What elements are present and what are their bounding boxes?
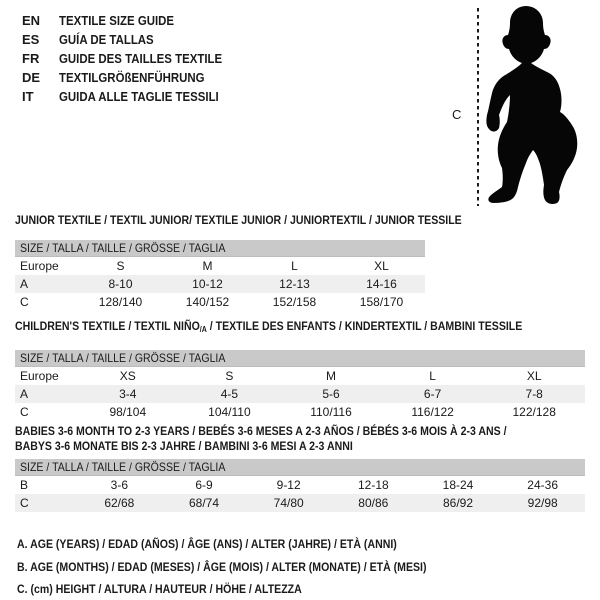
guide-title: GUIDE DES TAILLES TEXTILE bbox=[59, 51, 223, 66]
cell: 3-4 bbox=[119, 387, 137, 401]
cell: 116/122 bbox=[411, 405, 454, 419]
cell: 92/98 bbox=[527, 496, 558, 510]
table-row bbox=[15, 293, 425, 311]
cell: S bbox=[225, 369, 234, 383]
cell: 24-36 bbox=[527, 478, 558, 492]
cell: 14-16 bbox=[366, 277, 397, 291]
language-code: IT bbox=[22, 89, 34, 104]
cell: 152/158 bbox=[272, 295, 317, 309]
table-title-line1: BABIES 3-6 MONTH TO 2-3 YEARS / BEBÉS 3-6 MESES A 2-3 AÑOS / BÉBÉS 3-6 MOIS À 2-3 ANS / bbox=[15, 424, 507, 438]
table-title: CHILDREN'S TEXTILE / TEXTIL $NIÑO_{/A}$ / TEXTILE DES ENFANTS / KINDERTEXTIL / BAMBINI TESSILE bbox=[15, 319, 523, 334]
cell: 80/86 bbox=[358, 496, 389, 510]
cell: 74/80 bbox=[273, 496, 304, 510]
legend-footnotes bbox=[17, 533, 482, 600]
cell: XS bbox=[119, 369, 136, 383]
guide-title: GUIDA ALLE TAGLIE TESSILI bbox=[59, 89, 219, 104]
size-header-row: SIZE / TALLA / TAILLE / GRÖSSE / TAGLIA bbox=[15, 459, 585, 476]
cell: 86/92 bbox=[442, 496, 473, 510]
cell: M bbox=[202, 259, 213, 273]
cell: 18-24 bbox=[442, 478, 474, 492]
table-row bbox=[15, 403, 585, 421]
table-row bbox=[15, 494, 585, 512]
cell: 6-9 bbox=[195, 478, 213, 492]
cell: 158/170 bbox=[359, 295, 404, 309]
row-label: C bbox=[20, 295, 29, 309]
size-header-row: SIZE / TALLA / TAILLE / GRÖSSE / TAGLIA bbox=[15, 240, 425, 257]
size-header-row: SIZE / TALLA / TAILLE / GRÖSSE / TAGLIA bbox=[15, 350, 585, 367]
cell: 122/128 bbox=[512, 405, 556, 419]
table-row bbox=[15, 476, 585, 494]
language-row bbox=[22, 49, 244, 68]
row-label: Europe bbox=[20, 259, 59, 273]
table-title-line2: BABYS 3-6 MONATE BIS 2-3 JAHRE / BAMBINI 3-6 MESI A 2-3 ANNI bbox=[15, 439, 353, 453]
language-row bbox=[22, 11, 244, 30]
cell: M bbox=[325, 369, 336, 383]
language-code: DE bbox=[22, 70, 41, 85]
cell: L bbox=[291, 259, 298, 273]
table-row bbox=[15, 257, 425, 275]
footnote-a: A. AGE (YEARS) / EDAD (AÑOS) / ÂGE (ANS) / ALTER (JAHRE) / ETÀ (ANNI) bbox=[17, 537, 397, 551]
cell: 5-6 bbox=[322, 387, 340, 401]
junior-size-table bbox=[15, 213, 462, 311]
footnote-b: B. AGE (MONTHS) / EDAD (MESES) / ÂGE (MOIS) / ALTER (MONATE) / ETÀ (MESI) bbox=[17, 559, 427, 574]
cell: 104/110 bbox=[208, 405, 251, 419]
table-row bbox=[15, 385, 585, 403]
cell: 98/104 bbox=[109, 405, 147, 419]
language-code: EN bbox=[22, 13, 41, 28]
language-row bbox=[22, 30, 244, 49]
cell: S bbox=[116, 259, 125, 273]
cell: XL bbox=[526, 369, 542, 383]
row-label: C bbox=[20, 496, 29, 510]
cell: 4-5 bbox=[220, 387, 239, 401]
cell: 12-18 bbox=[357, 478, 389, 492]
row-label: C bbox=[20, 405, 29, 419]
subscript: /A bbox=[199, 325, 207, 334]
cell: 68/74 bbox=[188, 496, 219, 510]
cell: 10-12 bbox=[192, 277, 223, 291]
height-measure-label: C bbox=[452, 107, 462, 122]
table-row bbox=[15, 275, 425, 293]
cell: 62/68 bbox=[104, 496, 135, 510]
language-code: FR bbox=[22, 51, 40, 66]
babies-size-table bbox=[15, 424, 585, 512]
cell: 128/140 bbox=[98, 295, 143, 309]
language-row bbox=[22, 68, 244, 87]
cell: 3-6 bbox=[110, 478, 128, 492]
row-label: B bbox=[20, 478, 29, 492]
table-title: JUNIOR TEXTILE / TEXTIL JUNIOR/ TEXTILE JUNIOR / JUNIORTEXTIL / JUNIOR TESSILE bbox=[15, 213, 462, 227]
cell: XL bbox=[374, 259, 389, 273]
language-code: ES bbox=[22, 32, 40, 47]
row-label: A bbox=[20, 387, 29, 401]
cell: L bbox=[429, 369, 436, 383]
row-label: Europe bbox=[20, 369, 59, 383]
language-row bbox=[22, 87, 244, 106]
row-label: A bbox=[20, 277, 29, 291]
cell: 110/116 bbox=[310, 405, 352, 419]
cell: 9-12 bbox=[276, 478, 301, 492]
guide-title: TEXTILGRÖßENFÜHRUNG bbox=[59, 70, 205, 85]
cell: 12-13 bbox=[279, 277, 310, 291]
toddler-silhouette-icon bbox=[486, 6, 583, 208]
cell: 140/152 bbox=[185, 295, 230, 309]
footnote-c: C. (cm) HEIGHT / ALTURA / HAUTEUR / HÖHE / ALTEZZA bbox=[17, 582, 302, 596]
table-row bbox=[15, 367, 585, 385]
cell: 7-8 bbox=[525, 387, 543, 401]
cell: 8-10 bbox=[108, 277, 133, 291]
height-dashed-line bbox=[477, 8, 479, 206]
guide-title: GUÍA DE TALLAS bbox=[59, 32, 154, 47]
cell: 6-7 bbox=[423, 387, 442, 401]
language-title-block bbox=[22, 11, 244, 106]
guide-title: TEXTILE SIZE GUIDE bbox=[59, 13, 175, 28]
children-size-table bbox=[15, 319, 585, 421]
